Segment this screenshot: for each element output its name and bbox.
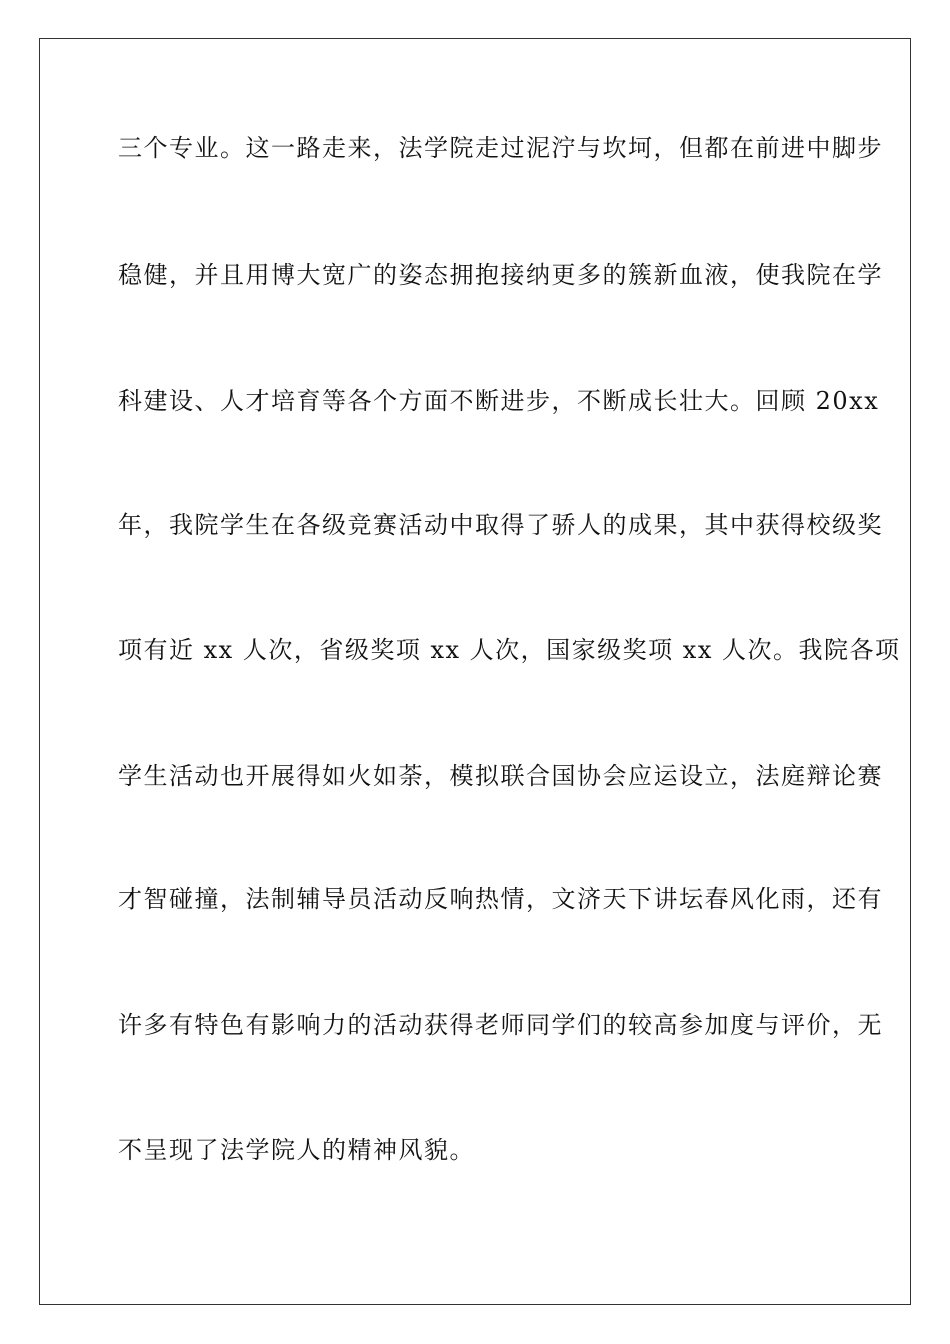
paragraph-line: 科建设、人才培育等各个方面不断进步，不断成长壮大。回顾 20xx — [118, 387, 880, 415]
paragraph-line: 稳健，并且用博大宽广的姿态拥抱接纳更多的簇新血液，使我院在学 — [118, 261, 883, 289]
paragraph-line: 许多有特色有影响力的活动获得老师同学们的较高参加度与评价，无 — [118, 1011, 883, 1039]
paragraph-line: 三个专业。这一路走来，法学院走过泥泞与坎坷，但都在前进中脚步 — [118, 134, 883, 162]
paragraph-line: 项有近 xx 人次，省级奖项 xx 人次，国家级奖项 xx 人次。我院各项 — [118, 636, 901, 664]
paragraph-line: 学生活动也开展得如火如荼，模拟联合国协会应运设立，法庭辩论赛 — [118, 762, 883, 790]
paragraph-line: 才智碰撞，法制辅导员活动反响热情，文济天下讲坛春风化雨，还有 — [118, 885, 883, 913]
page-border — [39, 38, 911, 1305]
paragraph-line: 不呈现了法学院人的精神风貌。 — [118, 1136, 475, 1164]
paragraph-line: 年，我院学生在各级竞赛活动中取得了骄人的成果，其中获得校级奖 — [118, 511, 883, 539]
